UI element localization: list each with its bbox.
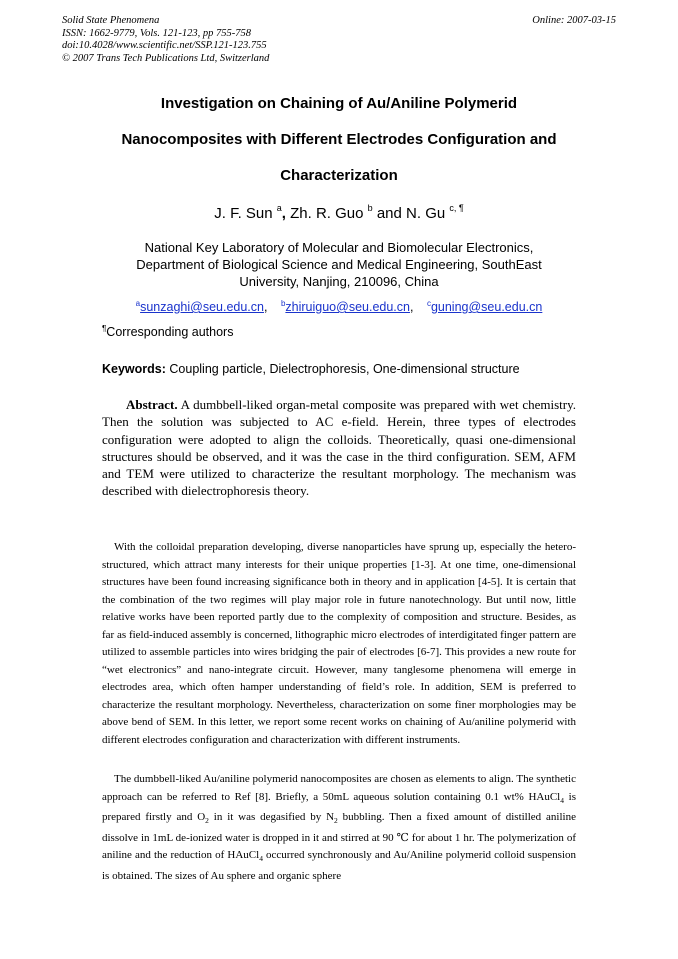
email-sep: , <box>263 300 268 315</box>
affiliation-line-3: University, Nanjing, 210096, China <box>239 274 439 289</box>
p2-text-d: bubbling. Then a fixed amount of distilled aniline dissolve in 1mL de-ionized water is dropped in it and stirred at 90 ℃ for about 1 hr. The polymerization of aniline and the reduction of HAuCl <box>102 811 576 862</box>
author-list <box>62 204 616 222</box>
online-date: Online: 2007-03-15 <box>532 15 616 26</box>
p2-sub-1: 4 <box>560 795 564 805</box>
email-link-b[interactable]: zhiruiguo@seu.edu.cn <box>285 300 410 315</box>
email-link-a[interactable]: sunzaghi@seu.edu.cn <box>140 300 264 315</box>
corresponding-mark: ¶ <box>102 324 107 333</box>
title-line-1: Investigation on Chaining of Au/Aniline Polymerid <box>160 95 518 112</box>
doi: doi:10.4028/www.scientific.net/SSP.121-123.755 <box>62 40 267 51</box>
journal-metadata <box>62 15 269 65</box>
author-3-mark: c, ¶ <box>449 203 464 213</box>
p2-sub-2: 2 <box>205 816 209 826</box>
journal-name: Solid State Phenomena <box>62 15 160 26</box>
corresponding-note <box>102 324 233 339</box>
affiliation <box>100 239 578 290</box>
p2-text-a: The dumbbell-liked Au/aniline polymerid nanocomposites are chosen as elements to align. The synthetic approach can be referred to Ref [8]. Briefly, a 50mL aqueous solution containing 0.1 wt% HAuCl <box>102 773 576 803</box>
affiliation-line-1: National Key Laboratory of Molecular and Biomolecular Electronics, <box>144 240 534 255</box>
p2-sub-4: 4 <box>259 854 263 864</box>
abstract-text: A dumbbell-liked organ-metal composite was prepared with wet chemistry. Then the solution was subjected to AC e-field. Herein, three types of electrodes configuration were adopted to align the colloids. Theoretically, quasi one-dimensional structures should be observed, and it was the case in the third configuration. SEM, AFM and TEM were utilized to characterize the resultant morphology. The mechanism was described with dielectrophoresis theory. <box>102 397 576 499</box>
abstract-label: Abstract. <box>126 397 178 412</box>
email-list <box>62 299 616 314</box>
author-1: J. F. Sun <box>214 205 273 222</box>
author-2-mark: b <box>367 203 373 213</box>
author-separator: , <box>281 205 286 222</box>
email-sep: , <box>409 300 414 315</box>
body-paragraph-2 <box>102 771 576 886</box>
keywords-text: Coupling particle, Dielectrophoresis, One-dimensional structure <box>169 362 520 376</box>
author-1-mark: a <box>276 203 282 213</box>
p2-text-b: is prepared firstly and O <box>102 790 576 824</box>
title-line-3: Characterization <box>280 167 398 184</box>
keywords-label: Keywords: <box>102 362 166 376</box>
email-b-mark: b <box>280 299 286 308</box>
copyright: © 2007 Trans Tech Publications Ltd, Switzerland <box>62 52 270 64</box>
paper-title <box>62 86 616 194</box>
corresponding-text: Corresponding authors <box>106 325 234 340</box>
author-and: and <box>376 205 402 222</box>
issn: ISSN: 1662-9779, Vols. 121-123, pp 755-758 <box>62 27 251 39</box>
p2-text-e: occurred synchronously and Au/Aniline polymerid colloid suspension is obtained. The sizes of Au sphere and organic sphere <box>102 849 576 883</box>
affiliation-line-2: Department of Biological Science and Medical Engineering, SouthEast <box>136 257 542 272</box>
abstract <box>102 396 576 500</box>
author-3: N. Gu <box>406 205 446 222</box>
email-link-c[interactable]: guning@seu.edu.cn <box>430 300 543 315</box>
body-paragraph-1: With the colloidal preparation developing, diverse nanoparticles have sprung up, especially the hetero-structured, which attract many interests for their unique properties [1-3]. At one time, one-dimensional structures have been found increasing significance both in theory and in application [4-5]. It is certain that the combination of the two regimes will play major role in future nanotechnology. But until now, little relative works have been reported partly due to the complexity of composition and structure. Besides, as far as field-induced assembly is concerned, lithographic micro electrodes of interdigitated finger pattern are utilized to assemble particles into wires bridging the pair of electrodes [6-7]. This provides a new route for “wet electronics” and nano-integrate circuit. However, many tanglesome phenomena will emerge in electrodes area, which often hamper understanding of field’s role. In addition, SEM is preferred to characterize the resultant morphology. Nevertheless, characterization on some finer morphologies may be above bend of SEM. In this letter, we report some recent works on chaining of Au/aniline polymerid with different electrodes configuration and characterization with different instruments. <box>102 541 576 746</box>
p2-sub-3: 2 <box>334 816 338 826</box>
email-a-mark: a <box>135 299 141 308</box>
author-2: Zh. R. Guo <box>290 205 364 222</box>
keywords <box>102 362 520 376</box>
title-line-2: Nanocomposites with Different Electrodes Configuration and <box>121 131 557 148</box>
email-c-mark: c <box>426 299 431 308</box>
p2-text-c: in it was degasified by N <box>208 811 335 824</box>
